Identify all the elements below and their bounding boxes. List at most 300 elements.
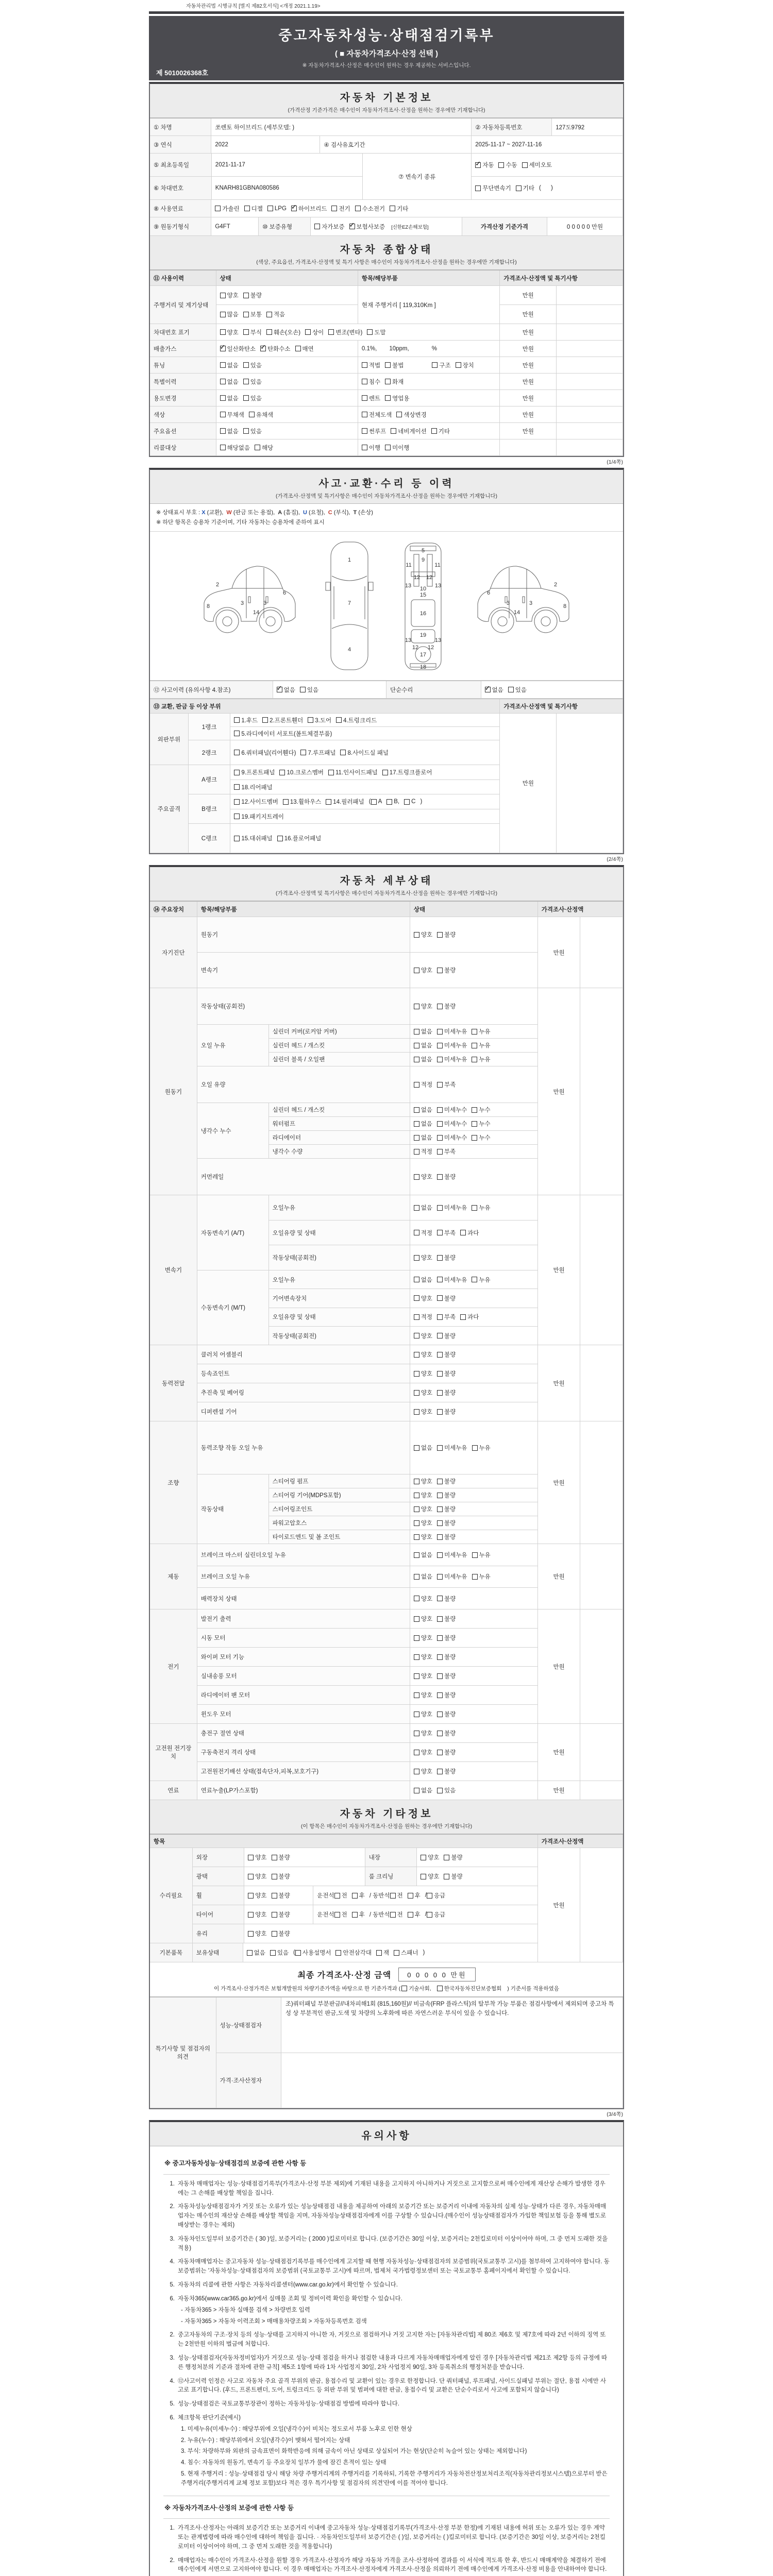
checkbox[interactable]: [283, 799, 289, 805]
checkbox-option[interactable]: [414, 1477, 432, 1485]
checkbox-option[interactable]: [328, 328, 362, 336]
checkbox[interactable]: [414, 1769, 419, 1774]
checkbox[interactable]: [414, 1121, 419, 1127]
checkbox-option[interactable]: [243, 427, 262, 435]
checkbox[interactable]: [472, 1205, 477, 1211]
checkbox[interactable]: [437, 1750, 443, 1755]
checkbox[interactable]: [485, 687, 491, 692]
checkbox-option[interactable]: [291, 205, 327, 213]
checkbox[interactable]: [437, 1149, 443, 1155]
checkbox-option[interactable]: [414, 1106, 432, 1114]
checkbox[interactable]: [437, 1479, 443, 1484]
checkbox[interactable]: [408, 1912, 413, 1918]
checkbox[interactable]: [248, 1874, 254, 1879]
checkbox-option[interactable]: [414, 1350, 432, 1359]
checkbox[interactable]: [272, 1912, 277, 1918]
checkbox-option[interactable]: [220, 427, 239, 435]
checkbox-option[interactable]: [472, 1041, 490, 1049]
checkbox-option[interactable]: [283, 798, 321, 806]
checkbox[interactable]: [362, 395, 367, 401]
checkbox[interactable]: [248, 1855, 254, 1860]
checkbox[interactable]: [234, 814, 240, 819]
checkbox-option[interactable]: [444, 1872, 462, 1880]
checkbox[interactable]: [262, 717, 268, 723]
checkbox-option[interactable]: [414, 1672, 432, 1680]
checkbox-option[interactable]: [498, 161, 517, 169]
checkbox[interactable]: [362, 412, 367, 417]
checkbox-option[interactable]: [414, 1276, 432, 1284]
checkbox-option[interactable]: [244, 205, 263, 213]
checkbox[interactable]: [437, 968, 443, 973]
checkbox[interactable]: [390, 1893, 396, 1899]
checkbox-option[interactable]: [437, 1595, 456, 1603]
checkbox-option[interactable]: [414, 1041, 432, 1049]
checkbox-option[interactable]: [234, 749, 296, 757]
checkbox-option[interactable]: [437, 1505, 456, 1513]
checkbox-option[interactable]: [334, 1910, 347, 1919]
checkbox[interactable]: [414, 1255, 419, 1261]
checkbox[interactable]: [522, 162, 528, 168]
checkbox-option[interactable]: [437, 1786, 456, 1794]
checkbox[interactable]: [414, 1390, 419, 1396]
checkbox-option[interactable]: [437, 1294, 456, 1302]
checkbox[interactable]: [220, 445, 226, 450]
checkbox-option[interactable]: [243, 394, 262, 402]
checkbox-option[interactable]: [437, 1173, 456, 1181]
checkbox[interactable]: [414, 968, 419, 973]
checkbox-option[interactable]: [262, 716, 303, 724]
checkbox-option[interactable]: [437, 1147, 456, 1156]
checkbox[interactable]: [437, 1352, 443, 1358]
checkbox-option[interactable]: [362, 361, 380, 369]
checkbox[interactable]: [272, 1931, 277, 1937]
checkbox[interactable]: [437, 1596, 443, 1601]
checkbox-option[interactable]: [414, 1294, 432, 1302]
checkbox-option[interactable]: [437, 1253, 456, 1262]
checkbox[interactable]: [472, 1135, 477, 1141]
checkbox[interactable]: [444, 1874, 449, 1879]
checkbox[interactable]: [335, 1950, 341, 1956]
checkbox-option[interactable]: [437, 1533, 456, 1541]
checkbox[interactable]: [305, 329, 311, 335]
checkbox[interactable]: [234, 731, 240, 736]
checkbox-option[interactable]: [414, 1204, 432, 1212]
checkbox-option[interactable]: [437, 1519, 456, 1527]
checkbox-option[interactable]: [437, 1767, 456, 1775]
checkbox[interactable]: [472, 1574, 478, 1580]
checkbox[interactable]: [414, 1352, 419, 1358]
checkbox-option[interactable]: [437, 1332, 456, 1340]
checkbox-option[interactable]: [516, 184, 534, 192]
checkbox-option[interactable]: [414, 1748, 432, 1756]
checkbox[interactable]: [234, 750, 240, 755]
checkbox-option[interactable]: [437, 1369, 456, 1378]
checkbox-option[interactable]: [220, 394, 239, 402]
checkbox-option[interactable]: [472, 1027, 490, 1036]
checkbox[interactable]: [414, 1520, 419, 1526]
checkbox[interactable]: [352, 1912, 358, 1918]
checkbox[interactable]: [437, 1029, 443, 1035]
checkbox[interactable]: [475, 162, 481, 168]
checkbox[interactable]: [460, 1314, 466, 1320]
checkbox[interactable]: [414, 1479, 419, 1484]
checkbox-option[interactable]: [437, 930, 456, 939]
checkbox[interactable]: [295, 346, 301, 351]
checkbox[interactable]: [475, 185, 481, 191]
checkbox[interactable]: [220, 329, 226, 335]
checkbox-option[interactable]: [414, 1027, 432, 1036]
checkbox-option[interactable]: [522, 161, 552, 169]
checkbox[interactable]: [272, 1855, 277, 1860]
checkbox[interactable]: [220, 346, 226, 351]
checkbox-option[interactable]: [220, 328, 239, 336]
checkbox[interactable]: [460, 1230, 466, 1235]
checkbox-option[interactable]: [414, 1120, 432, 1128]
checkbox[interactable]: [437, 1390, 443, 1396]
checkbox-option[interactable]: [472, 1055, 490, 1063]
checkbox[interactable]: [414, 1409, 419, 1415]
checkbox-option[interactable]: [266, 328, 300, 336]
checkbox[interactable]: [414, 1277, 419, 1282]
checkbox-option[interactable]: [414, 1533, 432, 1541]
checkbox[interactable]: [437, 1277, 443, 1282]
checkbox[interactable]: [267, 206, 273, 211]
checkbox-option[interactable]: [234, 798, 278, 806]
checkbox-option[interactable]: [390, 205, 408, 213]
checkbox-option[interactable]: [414, 1519, 432, 1527]
checkbox-option[interactable]: [385, 394, 409, 402]
checkbox-option[interactable]: [437, 1002, 456, 1010]
checkbox-option[interactable]: [414, 930, 432, 939]
checkbox-option[interactable]: [437, 1691, 456, 1699]
checkbox[interactable]: [437, 1788, 443, 1793]
checkbox-option[interactable]: [472, 1444, 491, 1452]
checkbox-option[interactable]: [305, 328, 324, 336]
checkbox-option[interactable]: [437, 1133, 467, 1142]
checkbox[interactable]: [326, 799, 331, 805]
checkbox-option[interactable]: [432, 361, 450, 369]
checkbox-option[interactable]: [414, 1388, 432, 1397]
checkbox[interactable]: [414, 1635, 419, 1641]
checkbox-option[interactable]: [437, 1408, 456, 1416]
checkbox-option[interactable]: [234, 730, 332, 738]
checkbox-option[interactable]: [367, 328, 385, 336]
checkbox-option[interactable]: [328, 768, 378, 776]
checkbox-option[interactable]: [437, 1710, 456, 1718]
checkbox-option[interactable]: [382, 768, 432, 776]
checkbox[interactable]: [472, 1277, 477, 1282]
checkbox-option[interactable]: [472, 1133, 490, 1142]
checkbox-option[interactable]: [408, 1891, 421, 1900]
checkbox-option[interactable]: [390, 1891, 403, 1900]
checkbox[interactable]: [385, 395, 391, 401]
checkbox[interactable]: [472, 1029, 477, 1035]
checkbox[interactable]: [472, 1107, 477, 1113]
checkbox-option[interactable]: [437, 1027, 467, 1036]
checkbox[interactable]: [437, 1654, 443, 1660]
checkbox[interactable]: [437, 1043, 443, 1048]
checkbox[interactable]: [414, 1029, 419, 1035]
checkbox[interactable]: [414, 1574, 419, 1580]
checkbox[interactable]: [328, 329, 334, 335]
checkbox-option[interactable]: [414, 1408, 432, 1416]
checkbox-option[interactable]: [437, 966, 456, 974]
checkbox-option[interactable]: [220, 444, 250, 452]
checkbox[interactable]: [308, 717, 313, 723]
checkbox-option[interactable]: [437, 1653, 456, 1661]
checkbox[interactable]: [414, 1692, 419, 1698]
checkbox-option[interactable]: [444, 1853, 462, 1861]
checkbox-option[interactable]: [427, 1910, 445, 1919]
checkbox-option[interactable]: [401, 1985, 431, 1992]
checkbox[interactable]: [272, 1874, 277, 1879]
checkbox[interactable]: [234, 836, 240, 841]
checkbox-option[interactable]: [437, 1572, 467, 1581]
checkbox[interactable]: [414, 1371, 419, 1377]
checkbox-option[interactable]: [437, 1672, 456, 1680]
checkbox-option[interactable]: [508, 686, 527, 694]
checkbox-option[interactable]: [362, 394, 380, 402]
checkbox-option[interactable]: [248, 1872, 266, 1880]
checkbox[interactable]: [362, 379, 367, 384]
checkbox-option[interactable]: [472, 1276, 490, 1284]
checkbox[interactable]: [349, 224, 355, 229]
checkbox[interactable]: [414, 1043, 419, 1048]
checkbox-option[interactable]: [234, 716, 258, 724]
checkbox-option[interactable]: [414, 1133, 432, 1142]
checkbox[interactable]: [508, 687, 514, 692]
checkbox[interactable]: [243, 362, 249, 368]
checkbox-option[interactable]: [437, 1444, 467, 1452]
checkbox-option[interactable]: [248, 1853, 266, 1861]
checkbox-option[interactable]: [414, 1572, 432, 1581]
checkbox-option[interactable]: [220, 345, 256, 353]
checkbox-option[interactable]: [352, 1910, 365, 1919]
checkbox[interactable]: [414, 1107, 419, 1113]
checkbox-option[interactable]: [215, 205, 239, 213]
checkbox[interactable]: [437, 1552, 443, 1558]
checkbox-option[interactable]: [272, 1910, 290, 1919]
checkbox-option[interactable]: [220, 361, 239, 369]
checkbox[interactable]: [220, 395, 226, 401]
checkbox-option[interactable]: [437, 1551, 467, 1559]
checkbox-option[interactable]: [243, 328, 262, 336]
checkbox-option[interactable]: [340, 749, 388, 757]
checkbox[interactable]: [414, 1004, 419, 1009]
checkbox-option[interactable]: [421, 1853, 439, 1861]
checkbox-option[interactable]: [460, 1229, 479, 1237]
checkbox[interactable]: [414, 1082, 419, 1088]
checkbox-option[interactable]: [414, 1551, 432, 1559]
checkbox[interactable]: [355, 206, 361, 211]
checkbox[interactable]: [243, 428, 249, 434]
checkbox[interactable]: [498, 162, 504, 168]
checkbox[interactable]: [295, 1950, 301, 1956]
checkbox[interactable]: [437, 1769, 443, 1774]
checkbox[interactable]: [472, 1121, 477, 1127]
checkbox-option[interactable]: [300, 749, 335, 757]
checkbox-option[interactable]: [414, 1653, 432, 1661]
checkbox-option[interactable]: [234, 834, 272, 842]
checkbox-option[interactable]: [414, 1615, 432, 1623]
checkbox-option[interactable]: [437, 1388, 456, 1397]
checkbox-option[interactable]: [277, 686, 295, 694]
checkbox[interactable]: [437, 1314, 443, 1320]
checkbox-option[interactable]: [368, 799, 382, 805]
checkbox[interactable]: [234, 799, 240, 805]
checkbox[interactable]: [414, 1295, 419, 1301]
checkbox[interactable]: [243, 293, 249, 298]
checkbox[interactable]: [437, 1295, 443, 1301]
checkbox-option[interactable]: [248, 1929, 266, 1938]
checkbox-option[interactable]: [437, 1350, 456, 1359]
checkbox[interactable]: [266, 312, 272, 317]
checkbox-option[interactable]: [267, 206, 287, 212]
checkbox[interactable]: [437, 1174, 443, 1180]
checkbox[interactable]: [334, 1893, 340, 1899]
checkbox-option[interactable]: [391, 427, 427, 435]
checkbox[interactable]: [437, 1107, 443, 1113]
checkbox-option[interactable]: [220, 310, 239, 318]
checkbox-option[interactable]: [234, 783, 272, 791]
checkbox[interactable]: [340, 750, 346, 755]
checkbox-option[interactable]: [475, 161, 494, 169]
checkbox[interactable]: [367, 329, 373, 335]
checkbox[interactable]: [255, 445, 260, 450]
checkbox-option[interactable]: [220, 378, 239, 386]
checkbox[interactable]: [260, 346, 266, 351]
checkbox-option[interactable]: [243, 291, 262, 299]
checkbox-option[interactable]: [362, 378, 380, 386]
checkbox[interactable]: [248, 1931, 254, 1937]
checkbox[interactable]: [472, 1552, 478, 1558]
checkbox-option[interactable]: [234, 768, 275, 776]
checkbox[interactable]: [427, 1912, 432, 1918]
checkbox[interactable]: [437, 1506, 443, 1512]
checkbox-option[interactable]: [460, 1313, 479, 1321]
checkbox-option[interactable]: [272, 1872, 290, 1880]
checkbox-option[interactable]: [277, 834, 322, 842]
checkbox[interactable]: [408, 1893, 413, 1899]
checkbox[interactable]: [414, 1673, 419, 1679]
checkbox-option[interactable]: [414, 1002, 432, 1010]
checkbox[interactable]: [437, 1004, 443, 1009]
checkbox-option[interactable]: [414, 1767, 432, 1775]
checkbox[interactable]: [248, 1912, 254, 1918]
checkbox-option[interactable]: [279, 768, 324, 776]
checkbox-option[interactable]: [485, 686, 503, 694]
checkbox-option[interactable]: [414, 1080, 432, 1089]
checkbox[interactable]: [220, 428, 226, 434]
checkbox-option[interactable]: [266, 310, 285, 318]
checkbox[interactable]: [382, 770, 388, 775]
checkbox-option[interactable]: [414, 1173, 432, 1181]
checkbox[interactable]: [414, 932, 419, 938]
checkbox[interactable]: [437, 1493, 443, 1498]
checkbox[interactable]: [390, 1912, 396, 1918]
checkbox[interactable]: [516, 185, 522, 191]
checkbox[interactable]: [414, 1711, 419, 1717]
checkbox-option[interactable]: [437, 1477, 456, 1485]
checkbox-option[interactable]: [437, 1204, 467, 1212]
checkbox[interactable]: [352, 1893, 358, 1899]
checkbox[interactable]: [244, 206, 250, 211]
checkbox-option[interactable]: [472, 1204, 490, 1212]
checkbox[interactable]: [437, 1230, 443, 1235]
checkbox[interactable]: [368, 799, 377, 805]
checkbox-option[interactable]: [248, 1891, 266, 1900]
checkbox-option[interactable]: [404, 799, 415, 805]
checkbox[interactable]: [249, 412, 255, 417]
checkbox-option[interactable]: [295, 345, 314, 353]
checkbox-option[interactable]: [272, 1929, 290, 1938]
checkbox[interactable]: [472, 1043, 477, 1048]
checkbox[interactable]: [328, 770, 334, 775]
checkbox[interactable]: [437, 1520, 443, 1526]
checkbox[interactable]: [414, 1057, 419, 1062]
checkbox-option[interactable]: [437, 1120, 467, 1128]
checkbox[interactable]: [270, 1950, 276, 1956]
checkbox-option[interactable]: [472, 1120, 490, 1128]
checkbox[interactable]: [414, 1149, 419, 1155]
checkbox[interactable]: [386, 799, 392, 805]
checkbox-option[interactable]: [394, 1948, 418, 1957]
checkbox-option[interactable]: [355, 205, 385, 213]
checkbox[interactable]: [427, 1893, 432, 1899]
checkbox-option[interactable]: [414, 1369, 432, 1378]
checkbox[interactable]: [414, 1230, 419, 1235]
checkbox-option[interactable]: [414, 1444, 432, 1452]
checkbox[interactable]: [404, 799, 410, 805]
checkbox-option[interactable]: [326, 798, 364, 806]
checkbox[interactable]: [331, 206, 337, 211]
checkbox-option[interactable]: [437, 1729, 456, 1737]
checkbox[interactable]: [414, 1333, 419, 1338]
checkbox[interactable]: [414, 1445, 419, 1451]
checkbox-option[interactable]: [220, 411, 244, 419]
checkbox-option[interactable]: [396, 411, 426, 419]
checkbox[interactable]: [437, 1057, 443, 1062]
checkbox[interactable]: [385, 362, 391, 368]
checkbox-option[interactable]: [437, 1041, 467, 1049]
checkbox-option[interactable]: [427, 1891, 445, 1900]
checkbox[interactable]: [414, 1750, 419, 1755]
checkbox[interactable]: [336, 717, 342, 723]
checkbox[interactable]: [414, 1135, 419, 1141]
checkbox[interactable]: [362, 362, 367, 368]
checkbox[interactable]: [314, 224, 320, 229]
checkbox[interactable]: [437, 1333, 443, 1338]
checkbox-option[interactable]: [362, 444, 380, 452]
checkbox-option[interactable]: [386, 799, 399, 805]
checkbox-option[interactable]: [437, 1229, 456, 1237]
checkbox-option[interactable]: [408, 1910, 421, 1919]
checkbox-option[interactable]: [414, 966, 432, 974]
checkbox[interactable]: [472, 1445, 478, 1451]
checkbox-option[interactable]: [414, 1595, 432, 1603]
checkbox-option[interactable]: [390, 1910, 403, 1919]
checkbox[interactable]: [220, 412, 226, 417]
checkbox-option[interactable]: [472, 1572, 491, 1581]
checkbox[interactable]: [437, 1534, 443, 1540]
checkbox-option[interactable]: [475, 184, 511, 192]
checkbox[interactable]: [272, 1893, 277, 1899]
checkbox[interactable]: [243, 329, 249, 335]
checkbox-option[interactable]: [431, 427, 450, 435]
checkbox-option[interactable]: [472, 1106, 490, 1114]
checkbox[interactable]: [414, 1534, 419, 1540]
checkbox[interactable]: [396, 412, 402, 417]
